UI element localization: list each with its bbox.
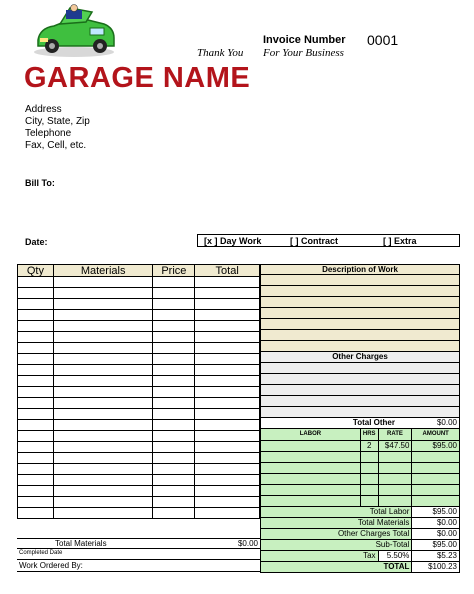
material-cell[interactable]: [53, 365, 153, 376]
material-row: [18, 387, 260, 398]
car-mechanic-logo: [30, 2, 120, 60]
material-cell[interactable]: [195, 321, 260, 332]
material-cell[interactable]: [153, 442, 195, 453]
thank-you-text: Thank You: [197, 47, 244, 59]
material-cell[interactable]: [18, 277, 54, 288]
material-cell[interactable]: [195, 420, 260, 431]
material-cell[interactable]: [153, 365, 195, 376]
material-row: [18, 365, 260, 376]
material-row: [18, 343, 260, 354]
contract-option[interactable]: [ ] Contract: [290, 236, 338, 246]
garage-name: GARAGE NAME: [24, 62, 251, 94]
labor-table: [260, 429, 460, 573]
work-ordered-label: Work Ordered By:: [19, 561, 83, 570]
material-row: [18, 453, 260, 464]
material-row: [18, 420, 260, 431]
material-row: [18, 486, 260, 497]
description-line[interactable]: [260, 319, 460, 330]
labor-rate-cell[interactable]: $47.50: [378, 440, 412, 451]
material-cell[interactable]: [18, 464, 54, 475]
material-cell[interactable]: [195, 343, 260, 354]
summary-total-materials-value: $0.00: [412, 517, 460, 528]
invoice-number-value: 0001: [367, 32, 399, 48]
material-cell[interactable]: [18, 376, 54, 387]
material-cell[interactable]: [53, 354, 153, 365]
material-cell[interactable]: [153, 464, 195, 475]
qty-header: Qty: [18, 265, 54, 277]
material-cell[interactable]: [153, 376, 195, 387]
labor-desc-cell[interactable]: [261, 440, 361, 451]
materials-table: [17, 264, 260, 519]
labor-cell[interactable]: [412, 473, 460, 484]
material-cell[interactable]: [153, 310, 195, 321]
labor-row: [261, 495, 460, 506]
material-cell[interactable]: [153, 420, 195, 431]
material-cell[interactable]: [18, 475, 54, 486]
material-row: [18, 475, 260, 486]
material-cell[interactable]: [53, 310, 153, 321]
material-cell[interactable]: [53, 398, 153, 409]
description-line[interactable]: [260, 297, 460, 308]
material-cell[interactable]: [195, 431, 260, 442]
day-work-option[interactable]: [x ] Day Work: [204, 236, 262, 246]
other-charges-total-value: $0.00: [412, 528, 460, 539]
labor-row: [261, 451, 460, 462]
material-cell[interactable]: [18, 321, 54, 332]
material-row: [18, 464, 260, 475]
material-cell[interactable]: [18, 486, 54, 497]
material-cell[interactable]: [153, 354, 195, 365]
other-charges-header: Other Charges: [260, 352, 460, 363]
material-cell[interactable]: [53, 420, 153, 431]
labor-cell[interactable]: [360, 473, 378, 484]
labor-cell[interactable]: [412, 462, 460, 473]
labor-cell[interactable]: [261, 451, 361, 462]
material-cell[interactable]: [18, 354, 54, 365]
material-cell[interactable]: [153, 453, 195, 464]
material-row: [18, 321, 260, 332]
material-cell[interactable]: [18, 497, 54, 508]
total-materials-value: $0.00: [237, 539, 258, 548]
labor-header: LABOR: [261, 429, 361, 440]
material-cell[interactable]: [195, 453, 260, 464]
material-cell[interactable]: [195, 398, 260, 409]
material-cell[interactable]: [53, 475, 153, 486]
tax-value: $5.23: [412, 550, 460, 561]
material-cell[interactable]: [153, 277, 195, 288]
summary-total-materials-label: Total Materials: [261, 517, 412, 528]
other-charges-total-label: Other Charges Total: [261, 528, 412, 539]
labor-cell[interactable]: [412, 484, 460, 495]
description-line[interactable]: [260, 286, 460, 297]
labor-cell[interactable]: [378, 495, 412, 506]
material-cell[interactable]: [18, 365, 54, 376]
completed-date-label: Completed Date: [19, 550, 63, 556]
material-row: [18, 442, 260, 453]
completed-date-row: [17, 549, 260, 560]
material-cell[interactable]: [18, 343, 54, 354]
labor-row: [261, 473, 460, 484]
description-line[interactable]: [260, 275, 460, 286]
material-cell[interactable]: [195, 497, 260, 508]
material-cell[interactable]: [195, 442, 260, 453]
material-row: [18, 398, 260, 409]
labor-amount-cell: $95.00: [412, 440, 460, 451]
description-line[interactable]: [260, 341, 460, 352]
total-labor-label: Total Labor: [261, 506, 412, 517]
material-cell[interactable]: [195, 387, 260, 398]
material-cell[interactable]: [153, 497, 195, 508]
material-cell[interactable]: [53, 497, 153, 508]
labor-cell[interactable]: [412, 451, 460, 462]
other-charge-line[interactable]: [260, 385, 460, 396]
material-cell[interactable]: [18, 310, 54, 321]
other-charges-area: [260, 363, 460, 418]
material-row: [18, 508, 260, 519]
total-labor-value: $95.00: [412, 506, 460, 517]
material-cell[interactable]: [18, 442, 54, 453]
material-cell[interactable]: [195, 376, 260, 387]
material-cell[interactable]: [195, 354, 260, 365]
material-row: [18, 299, 260, 310]
description-line[interactable]: [260, 308, 460, 319]
for-business-text: For Your Business: [263, 47, 344, 59]
labor-row: [261, 484, 460, 495]
grand-total-value: $100.23: [412, 561, 460, 572]
work-ordered-row: [17, 560, 260, 572]
labor-cell[interactable]: [261, 484, 361, 495]
total-other-value: $0.00: [436, 418, 457, 427]
invoice-number-label: Invoice Number: [263, 34, 346, 46]
material-cell[interactable]: [53, 453, 153, 464]
labor-cell[interactable]: [360, 495, 378, 506]
total-materials-label: Total Materials: [55, 539, 107, 548]
material-cell[interactable]: [53, 321, 153, 332]
material-cell[interactable]: [153, 332, 195, 343]
material-cell[interactable]: [195, 475, 260, 486]
subtotal-value: $95.00: [412, 539, 460, 550]
material-row: [18, 277, 260, 288]
labor-row: [261, 462, 460, 473]
material-cell[interactable]: [18, 387, 54, 398]
other-charge-line[interactable]: [260, 374, 460, 385]
material-row: [18, 376, 260, 387]
price-header: Price: [153, 265, 195, 277]
grand-total-label: TOTAL: [261, 561, 412, 572]
material-row: [18, 332, 260, 343]
material-cell[interactable]: [53, 288, 153, 299]
labor-cell[interactable]: [360, 484, 378, 495]
material-cell[interactable]: [18, 453, 54, 464]
total-other-row: [260, 418, 460, 429]
materials-header: Materials: [53, 265, 153, 277]
material-cell[interactable]: [153, 343, 195, 354]
right-panel: [260, 264, 460, 573]
rate-header: RATE: [378, 429, 412, 440]
city-state-zip-line: City, State, Zip: [25, 116, 90, 127]
labor-cell[interactable]: [412, 495, 460, 506]
other-charge-line[interactable]: [260, 407, 460, 418]
material-cell[interactable]: [18, 299, 54, 310]
material-cell[interactable]: [153, 321, 195, 332]
material-cell[interactable]: [153, 299, 195, 310]
total-materials-row: [17, 538, 260, 549]
material-cell[interactable]: [153, 508, 195, 519]
material-cell[interactable]: [153, 387, 195, 398]
labor-cell[interactable]: [378, 451, 412, 462]
material-cell[interactable]: [18, 420, 54, 431]
fax-line: Fax, Cell, etc.: [25, 140, 87, 151]
other-charge-line[interactable]: [260, 363, 460, 374]
job-type-box: [197, 234, 460, 247]
tax-label: Tax: [261, 550, 379, 561]
material-cell[interactable]: [195, 277, 260, 288]
material-cell[interactable]: [153, 475, 195, 486]
material-cell[interactable]: [195, 299, 260, 310]
material-cell[interactable]: [195, 365, 260, 376]
material-cell[interactable]: [153, 486, 195, 497]
tax-rate[interactable]: 5.50%: [378, 550, 412, 561]
material-cell[interactable]: [153, 288, 195, 299]
material-row: [18, 354, 260, 365]
subtotal-label: Sub-Total: [261, 539, 412, 550]
material-cell[interactable]: [195, 486, 260, 497]
total-other-label: Total Other: [352, 418, 395, 427]
material-cell[interactable]: [18, 288, 54, 299]
material-cell[interactable]: [18, 398, 54, 409]
labor-cell[interactable]: [261, 495, 361, 506]
material-cell[interactable]: [18, 409, 54, 420]
amount-header: AMOUNT: [412, 429, 460, 440]
material-row: [18, 431, 260, 442]
material-cell[interactable]: [53, 376, 153, 387]
bill-to-label: Bill To:: [25, 178, 55, 188]
labor-cell[interactable]: [261, 473, 361, 484]
material-cell[interactable]: [53, 332, 153, 343]
material-cell[interactable]: [53, 442, 153, 453]
material-cell[interactable]: [153, 431, 195, 442]
labor-cell[interactable]: [360, 451, 378, 462]
labor-cell[interactable]: [378, 484, 412, 495]
telephone-line: Telephone: [25, 128, 72, 139]
material-cell[interactable]: [53, 486, 153, 497]
material-cell[interactable]: [195, 464, 260, 475]
material-cell[interactable]: [153, 409, 195, 420]
material-cell[interactable]: [18, 508, 54, 519]
hrs-header: HRS: [360, 429, 378, 440]
material-cell[interactable]: [53, 409, 153, 420]
material-cell[interactable]: [195, 332, 260, 343]
material-cell[interactable]: [53, 508, 153, 519]
material-cell[interactable]: [195, 288, 260, 299]
labor-cell[interactable]: [378, 462, 412, 473]
description-line[interactable]: [260, 330, 460, 341]
description-header: Description of Work: [260, 264, 460, 275]
total-header: Total: [195, 265, 260, 277]
material-cell[interactable]: [53, 277, 153, 288]
material-row: [18, 409, 260, 420]
material-row: [18, 310, 260, 321]
material-cell[interactable]: [53, 387, 153, 398]
address-line: Address: [25, 104, 62, 115]
material-cell[interactable]: [53, 464, 153, 475]
material-cell[interactable]: [195, 310, 260, 321]
labor-cell[interactable]: [360, 462, 378, 473]
other-charge-line[interactable]: [260, 396, 460, 407]
date-label: Date:: [25, 237, 48, 247]
description-area: [260, 275, 460, 352]
material-cell[interactable]: [53, 343, 153, 354]
material-cell[interactable]: [53, 299, 153, 310]
labor-cell[interactable]: [261, 462, 361, 473]
labor-cell[interactable]: [378, 473, 412, 484]
extra-option[interactable]: [ ] Extra: [383, 236, 417, 246]
material-row: [18, 288, 260, 299]
material-cell[interactable]: [53, 431, 153, 442]
labor-hrs-cell[interactable]: 2: [360, 440, 378, 451]
material-cell[interactable]: [195, 508, 260, 519]
material-cell[interactable]: [195, 409, 260, 420]
material-cell[interactable]: [18, 431, 54, 442]
material-row: [18, 497, 260, 508]
material-cell[interactable]: [153, 398, 195, 409]
material-cell[interactable]: [18, 332, 54, 343]
